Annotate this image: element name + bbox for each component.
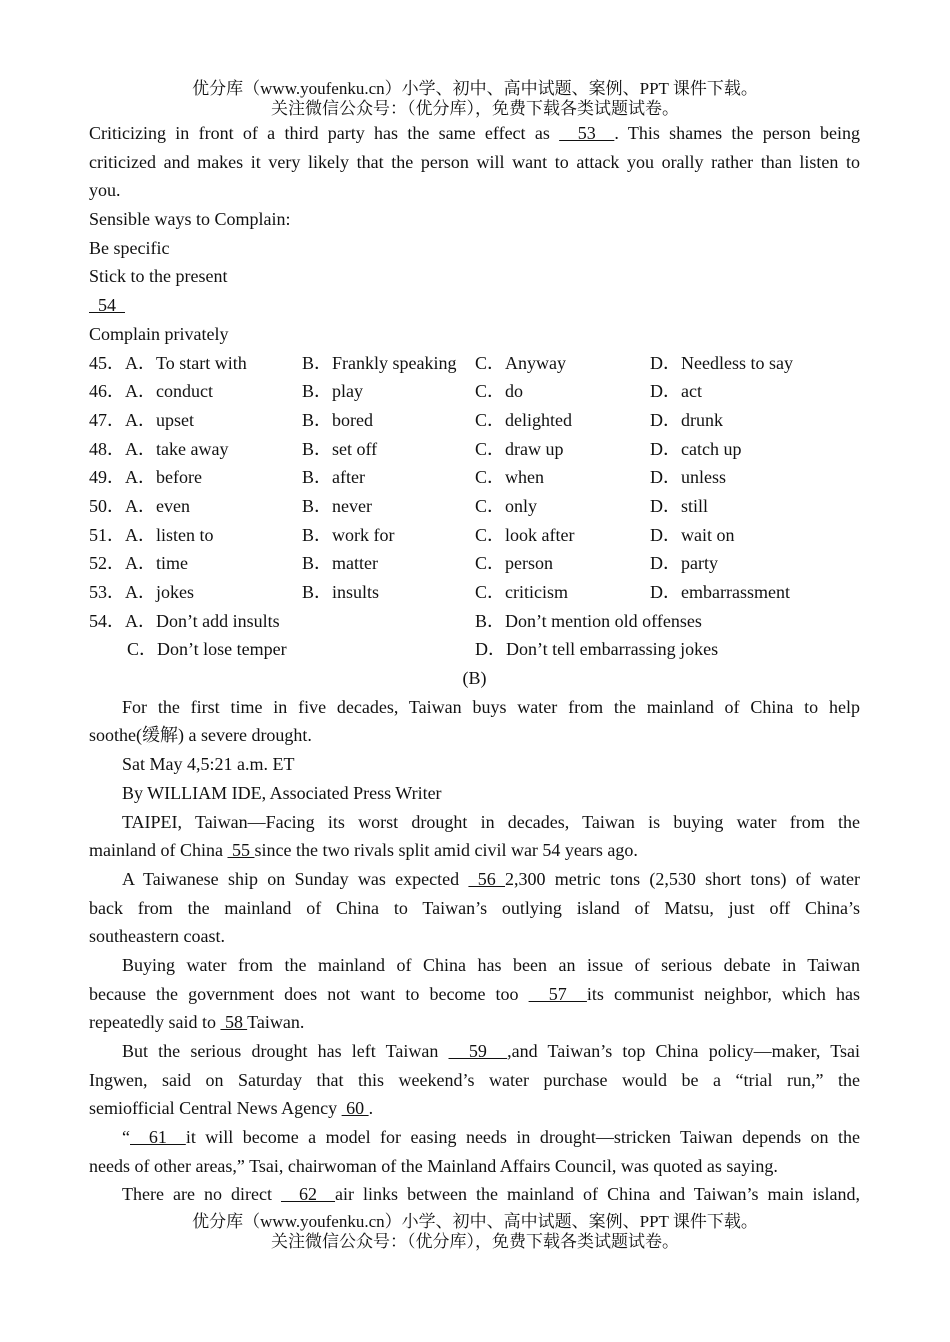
paragraph-line: Buying water from the mainland of China has been an issue of serious debate in Taiwan (122, 954, 860, 975)
blank-58: 58 (220, 1012, 248, 1033)
option-b: B．after (302, 467, 365, 488)
byline: By WILLIAM IDE, Associated Press Writer (122, 782, 442, 803)
paragraph-line: needs of other areas,” Tsai, chairwoman of the Mainland Affairs Council, was quoted as saying. (89, 1155, 778, 1176)
question-row (89, 406, 860, 435)
option-c: C．when (475, 467, 544, 488)
paragraph-line: repeatedly said to 58 Taiwan. (89, 1012, 305, 1033)
dateline: Sat May 4,5:21 a.m. ET (122, 754, 295, 775)
question-row (89, 578, 860, 607)
question-row (89, 349, 860, 378)
option-a: 47．A．upset (89, 409, 194, 430)
question-row (89, 463, 860, 492)
paragraph-line: But the serious drought has left Taiwan 59 ,and Taiwan’s top China policy—maker, Tsai (122, 1041, 861, 1061)
blank-60: 60 (341, 1098, 369, 1119)
paragraph-line: back from the mainland of China to Taiwan’s outlying island of Matsu, just off China’s (89, 897, 860, 918)
option-c: C．Anyway (475, 352, 566, 373)
option-a: 50．A．even (89, 495, 190, 516)
section-label: (B) (462, 668, 487, 689)
paragraph-line: Criticizing in front of a third party has the same effect as 53 . This shames the person being (89, 123, 860, 143)
option-c: C．person (475, 553, 553, 574)
question-row (89, 549, 860, 578)
question-row (89, 435, 860, 464)
blank-57: 57 (528, 983, 587, 1004)
question-row (89, 492, 860, 521)
footer-line-2: 关注微信公众号：（优分库），免费下载各类试题试卷。 (271, 1232, 679, 1251)
option-c: C．look after (475, 524, 575, 545)
option-d: D．wait on (650, 524, 735, 545)
way-item (89, 291, 860, 320)
option-a: 45．A．To start with (89, 352, 247, 373)
option-d: D．party (650, 553, 718, 574)
question-row-54 (89, 607, 860, 636)
blank-61: 61 (130, 1127, 186, 1148)
option-a: 48．A．take away (89, 438, 229, 459)
paragraph-line: For the first time in five decades, Taiwan buys water from the mainland of China to help (122, 696, 860, 717)
paragraph-line: you. (89, 180, 121, 201)
blank-53: 53 (559, 123, 615, 143)
option-b: B．set off (302, 438, 378, 459)
ways-title: Sensible ways to Complain: (89, 209, 291, 230)
paragraph-line: Ingwen, said on Saturday that this weekend’s water purchase would be a “trial run,” the (89, 1069, 860, 1090)
blank-54: 54 (89, 295, 125, 316)
option-d: D．unless (650, 467, 726, 488)
paragraph-line: “ 61 it will become a model for easing needs in drought—stricken Taiwan depends on the (122, 1127, 861, 1148)
option-c: C．do (475, 381, 524, 402)
option-b: B．bored (302, 409, 373, 430)
paragraph-line: semiofficial Central News Agency 60 . (89, 1098, 374, 1119)
paragraph-line: TAIPEI, Taiwan—Facing its worst drought in decades, Taiwan is buying water from the (122, 811, 860, 832)
option-b: B．Don’t mention old offenses (475, 610, 702, 631)
option-c: C．only (475, 495, 538, 516)
blank-55: 55 (227, 840, 255, 861)
paragraph-line: soothe(缓解) a severe drought. (89, 725, 312, 746)
option-b: B．Frankly speaking (302, 352, 457, 373)
option-d: D．embarrassment (650, 582, 790, 602)
way-item: Complain privately (89, 323, 229, 344)
option-d: D．act (650, 381, 702, 402)
option-d: D．Needless to say (650, 352, 793, 373)
option-d: D．Don’t tell embarrassing jokes (475, 639, 719, 660)
question-row (89, 521, 860, 550)
option-d: D．catch up (650, 438, 742, 459)
paragraph-line: A Taiwanese ship on Sunday was expected 56 2,300 metric tons (2,530 short tons) of water (122, 868, 860, 889)
option-a: 49．A．before (89, 467, 202, 488)
header-line-2: 关注微信公众号：（优分库），免费下载各类试题试卷。 (271, 99, 679, 118)
option-d: D．still (650, 495, 709, 516)
way-item: Stick to the present (89, 266, 228, 287)
option-a: 54．A．Don’t add insults (89, 610, 280, 631)
option-a: 51．A．listen to (89, 524, 214, 545)
blank-59: 59 (448, 1041, 508, 1061)
paragraph-line: mainland of China 55 since the two rivals split amid civil war 54 years ago. (89, 840, 638, 861)
blank-62: 62 (280, 1184, 336, 1205)
option-b: B．insults (302, 582, 380, 602)
passage-content (89, 119, 860, 1209)
paragraph-line: southeastern coast. (89, 926, 225, 947)
blank-56: 56 (468, 868, 505, 889)
option-b: B．work for (302, 524, 395, 545)
option-c: C．delighted (475, 409, 572, 430)
question-row (89, 377, 860, 406)
paragraph-line: There are no direct 62 air links between the mainland of China and Taiwan’s main island, (122, 1184, 860, 1205)
option-b: B．never (302, 495, 372, 516)
option-c: C．Don’t lose temper (127, 639, 287, 660)
option-b: B．play (302, 381, 363, 402)
question-row-54 (89, 635, 860, 664)
option-a: 46．A．conduct (89, 381, 213, 402)
option-c: C．criticism (475, 582, 568, 602)
option-a: 53．A．jokes (89, 582, 194, 602)
footer-line-1: 优分库（www.youfenku.cn）小学、初中、高中试题、案例、PPT 课件下载。 (192, 1212, 758, 1231)
header-line-1: 优分库（www.youfenku.cn）小学、初中、高中试题、案例、PPT 课件下载。 (192, 79, 758, 98)
option-b: B．matter (302, 553, 378, 574)
paragraph-line: criticized and makes it very likely that the person will want to attack you orally rather than listen to (89, 151, 860, 172)
option-a: 52．A．time (89, 553, 188, 574)
option-d: D．drunk (650, 409, 723, 430)
way-item: Be specific (89, 237, 170, 258)
paragraph-line: because the government does not want to become too 57 its communist neighbor, which has (89, 983, 860, 1004)
option-c: C．draw up (475, 438, 564, 459)
